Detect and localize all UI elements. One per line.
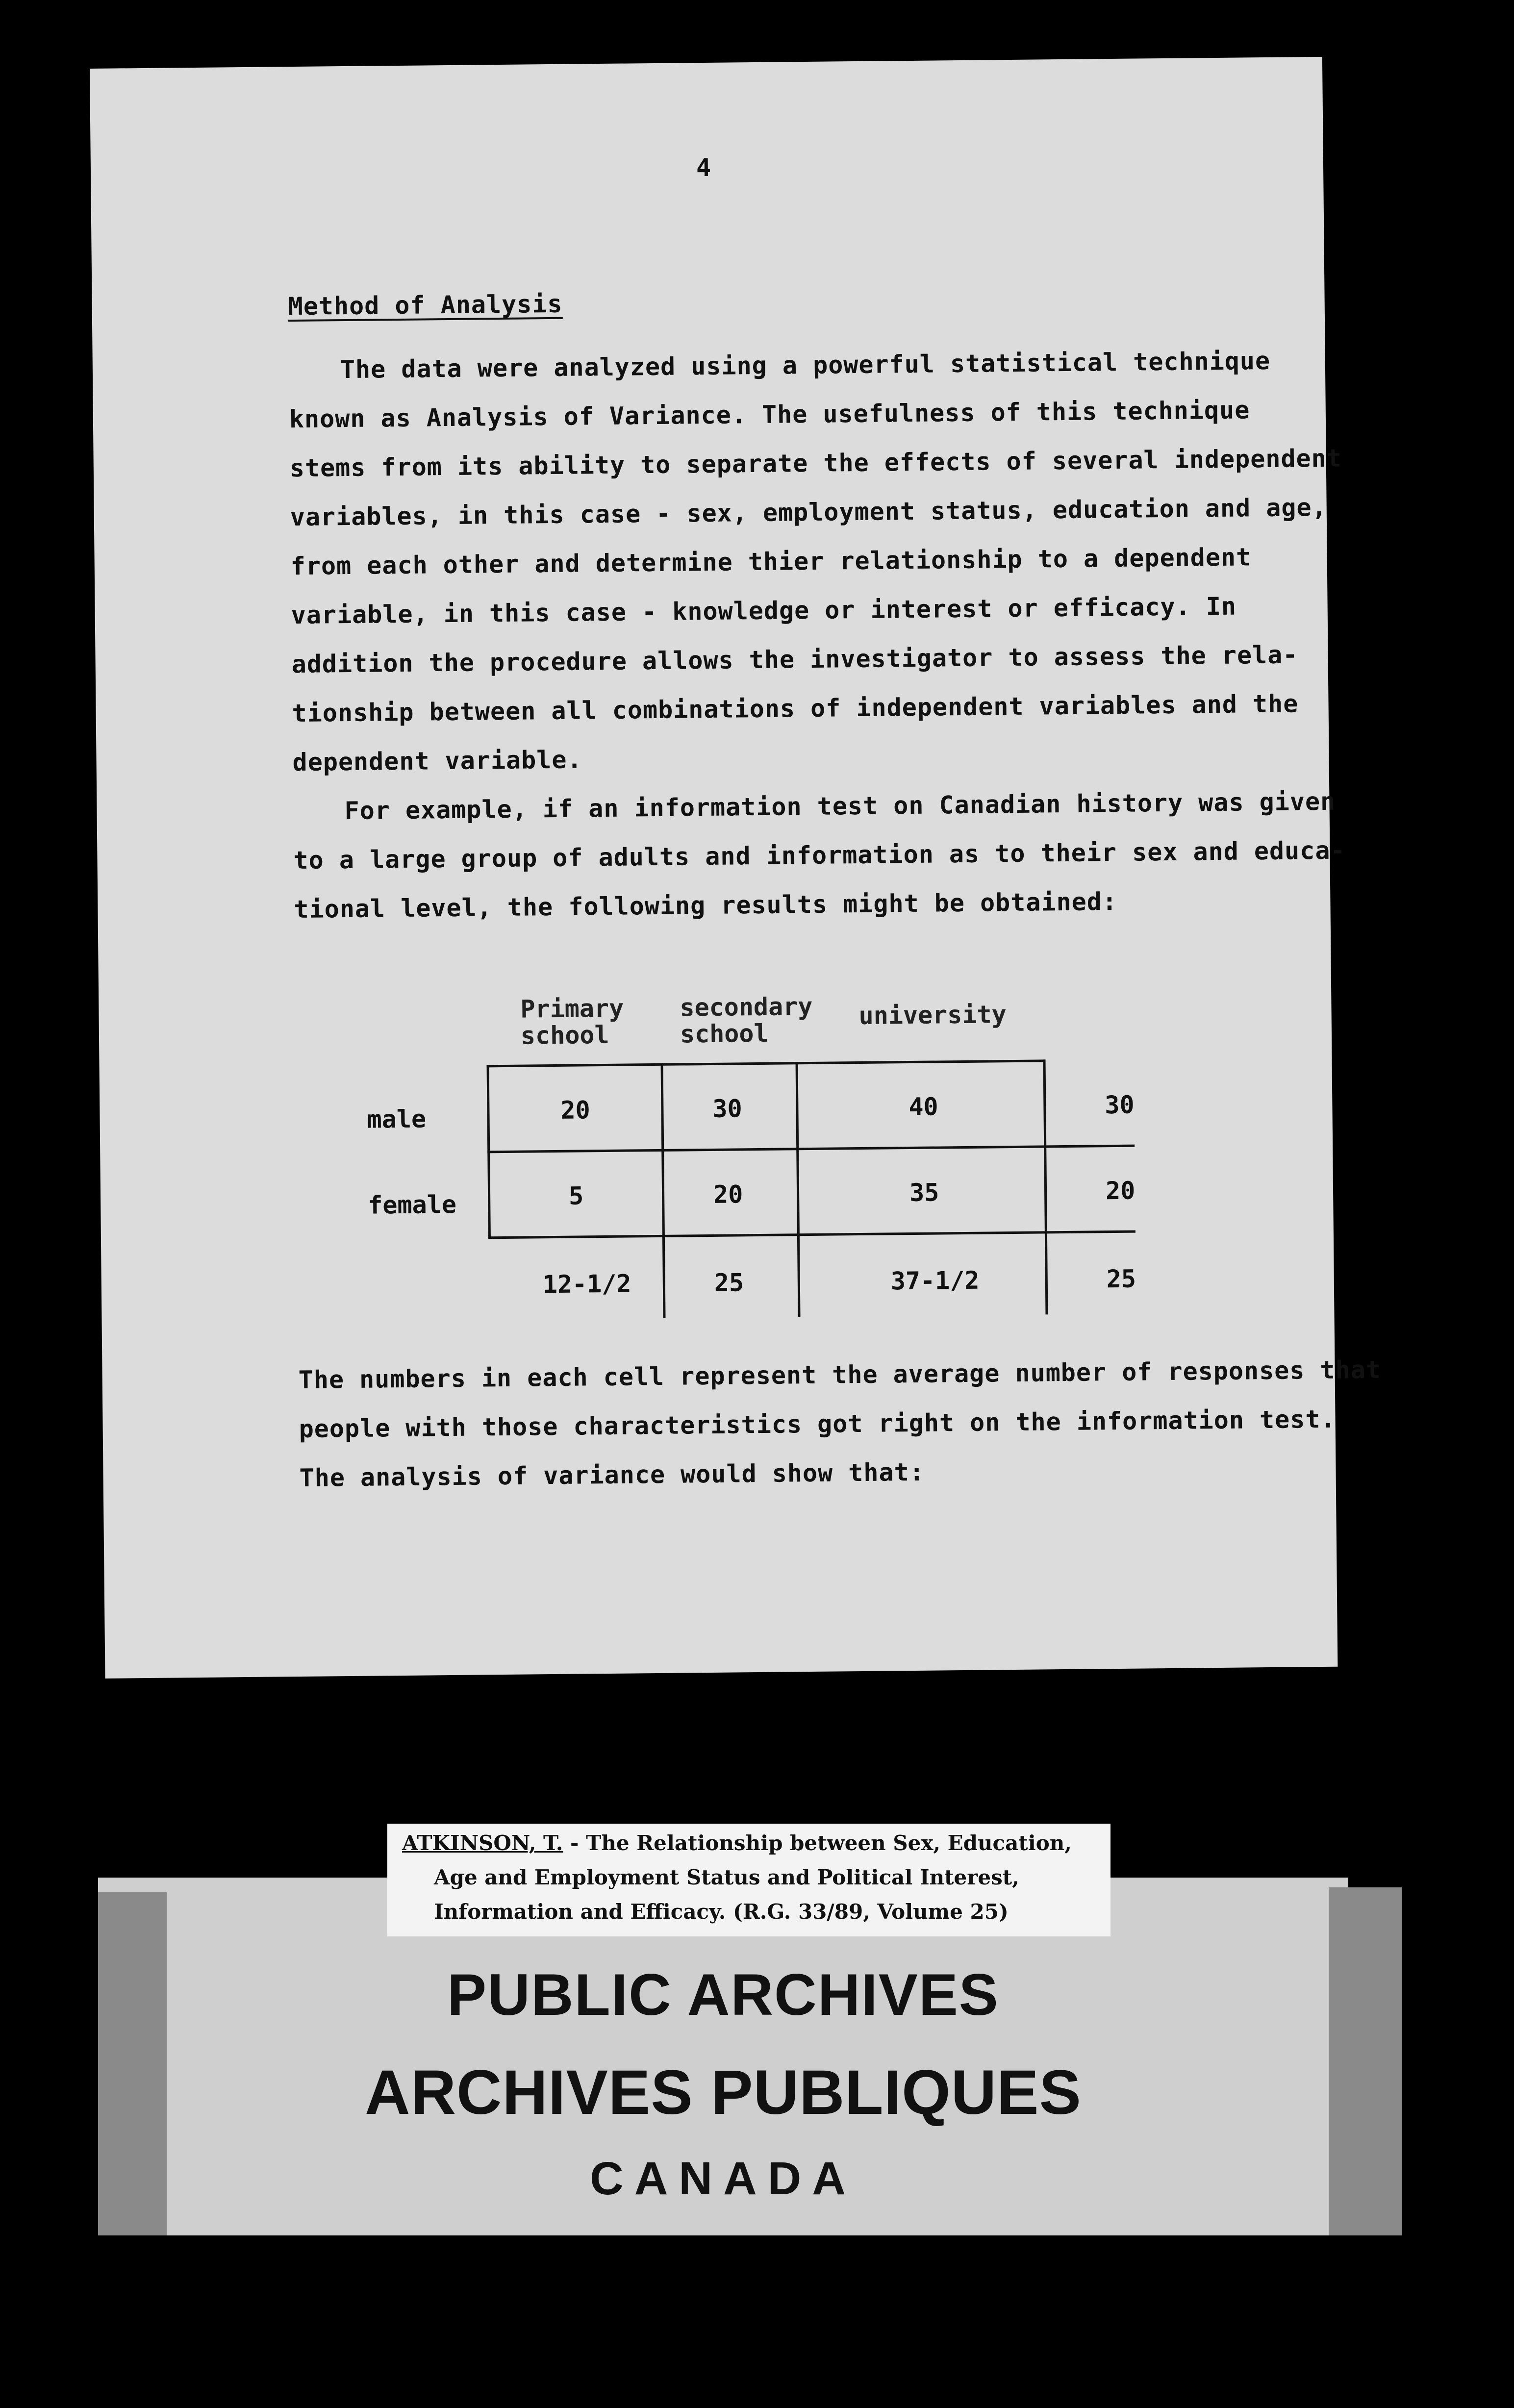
text-line: The numbers in each cell represent the average number of responses that (298, 1355, 1382, 1395)
page-number: 4 (696, 153, 712, 182)
table-cell: 5 (568, 1181, 584, 1210)
text-line: from each other and determine thier relationship to a dependent (290, 543, 1252, 581)
text-line: For example, if an information test on Canadian history was given (344, 787, 1336, 826)
text-line: variable, in this case - knowledge or interest or efficacy. In (291, 592, 1237, 630)
ticket-line-3: Information and Efficacy. (R.G. 33/89, Volume 25) (434, 1900, 1009, 1924)
text-line: The data were analyzed using a powerful statistical technique (340, 346, 1271, 384)
table-cell: 20 (713, 1180, 743, 1209)
row-label: male (367, 1104, 427, 1134)
text-line: The analysis of variance would show that: (299, 1457, 925, 1493)
grand-total: 25 (1106, 1264, 1136, 1294)
document-page (90, 57, 1382, 1679)
text-line: addition the procedure allows the investigator to assess the rela- (291, 640, 1298, 679)
column-total: 12-1/2 (542, 1269, 631, 1299)
table-divider (796, 1062, 801, 1317)
table-rule-top (487, 1059, 1046, 1067)
text-line: tional level, the following results might be obtained: (294, 887, 1118, 924)
author-name: ATKINSON, T. (402, 1831, 563, 1855)
row-total: 20 (1105, 1176, 1136, 1205)
text-line: to a large group of adults and information as to their sex and educa- (293, 836, 1346, 875)
column-total: 25 (714, 1268, 744, 1297)
ticket-title-part: - The Relationship between Sex, Education, (563, 1831, 1072, 1855)
banner-edge-right (1329, 1887, 1402, 2235)
archive-title-fr: ARCHIVES PUBLIQUES (365, 2057, 1082, 2128)
section-heading: Method of Analysis (288, 289, 563, 321)
text-line: dependent variable. (292, 745, 582, 777)
table-rule-mid (487, 1145, 1135, 1154)
column-header: university (858, 1000, 1007, 1030)
archive-country: CANADA (590, 2153, 857, 2205)
column-header: Primary school (520, 994, 624, 1050)
banner-edge-left (98, 1892, 167, 2235)
text-line: people with those characteristics got right on the information test. (299, 1405, 1336, 1444)
text-line: variables, in this case - sex, employment status, education and age, (290, 493, 1327, 532)
column-header: secondary school (680, 992, 813, 1049)
ticket-line-2: Age and Employment Status and Political Interest, (434, 1865, 1019, 1889)
citation-ticket (387, 1824, 1110, 1936)
table-rule-bottom (488, 1230, 1136, 1239)
row-total: 30 (1105, 1090, 1135, 1120)
text-line: stems from its ability to separate the effects of several independent (289, 444, 1342, 483)
table-cell: 35 (909, 1178, 939, 1207)
table-divider (1043, 1059, 1048, 1314)
column-total: 37-1/2 (890, 1266, 980, 1296)
table-cell: 20 (560, 1096, 590, 1125)
row-label: female (368, 1190, 457, 1220)
table-cell: 30 (712, 1094, 742, 1123)
text-line: known as Analysis of Variance. The usefulness of this technique (289, 396, 1250, 434)
ticket-line-1 (402, 1831, 1072, 1855)
table-cell: 40 (908, 1092, 938, 1122)
text-line: tionship between all combinations of independent variables and the (292, 689, 1299, 728)
archive-title-en: PUBLIC ARCHIVES (447, 1962, 999, 2028)
table-divider (661, 1063, 666, 1318)
